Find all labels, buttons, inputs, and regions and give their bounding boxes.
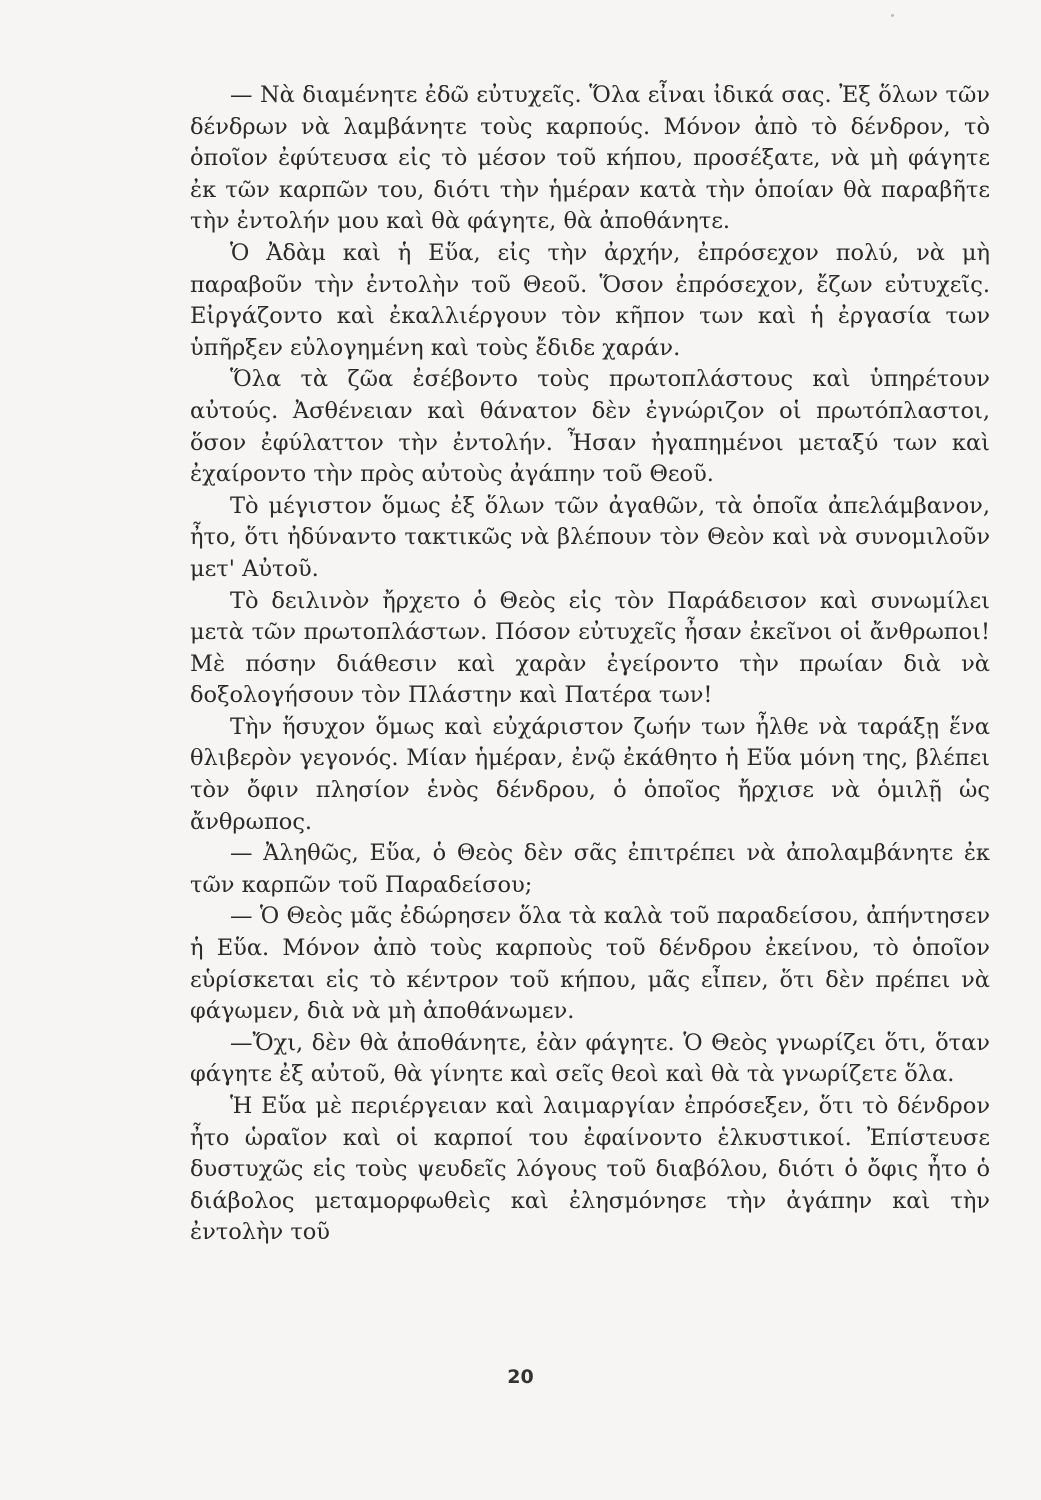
paragraph-5: Τὸ δειλινὸν ἤρχετο ὁ Θεὸς εἰς τὸν Παράδεισον καὶ συνωμίλει μετὰ τῶν πρωτοπλάστων. Πόσον εὐτυχεῖς ἦσαν ἐκεῖνοι οἱ ἄνθρωποι! Μὲ πόσην διάθεσιν καὶ χαρὰν ἐγείροντο τὴν πρωίαν διὰ νὰ δοξολογήσουν τὸν Πλάστην καὶ Πατέρα των! (190, 587, 990, 709)
paper-speck (891, 14, 894, 17)
paragraph-10: Ἡ Εὕα μὲ περιέργειαν καὶ λαιμαργίαν ἐπρόσεξεν, ὅτι τὸ δένδρον ἦτο ὡραῖον καὶ οἱ καρποί του ἐφαίνοντο ἑλκυστικοί. Ἐπίστευσε δυστυχῶς εἰς τοὺς ψευδεῖς λόγους τοῦ διαβόλου, διότι ὁ ὄφις ἦτο ὁ διάβολος μεταμορφωθεὶς καὶ ἐλησμόνησε τὴν ἀγάπην καὶ τὴν ἐντολὴν τοῦ (190, 1093, 990, 1246)
paragraph-6: Τὴν ἥσυχον ὅμως καὶ εὐχάριστον ζωήν των ἦλθε νὰ ταράξῃ ἕνα θλιβερὸν γεγονός. Μίαν ἡμέραν, ἐνῷ ἐκάθητο ἡ Εὕα μόνη της, βλέπει τὸν ὄφιν πλησίον ἑνὸς δένδρου, ὁ ὁποῖος ἤρχισε νὰ ὁμιλῇ ὡς ἄνθρωπος. (190, 713, 990, 835)
paragraph-4: Τὸ μέγιστον ὅμως ἐξ ὅλων τῶν ἀγαθῶν, τὰ ὁποῖα ἀπελάμβανον, ἦτο, ὅτι ἠδύναντο τακτικῶς νὰ βλέπουν τὸν Θεὸν καὶ νὰ συνομιλοῦν μετ' Αὐτοῦ. (190, 492, 990, 582)
body-text (190, 80, 990, 1249)
paragraph-7: — Ἀληθῶς, Εὕα, ὁ Θεὸς δὲν σᾶς ἐπιτρέπει νὰ ἀπολαμβάνητε ἐκ τῶν καρπῶν τοῦ Παραδείσου; (190, 840, 990, 898)
paragraph-3: Ὅλα τὰ ζῶα ἐσέβοντο τοὺς πρωτοπλάστους καὶ ὑπηρέτουν αὐτούς. Ἀσθένειαν καὶ θάνατον δὲν ἐγνώριζον οἱ πρωτόπλαστοι, ὅσον ἐφύλαττον τὴν ἐντολήν. Ἦσαν ἠγαπημένοι μεταξύ των καὶ ἐχαίροντο τὴν πρὸς αὐτοὺς ἀγάπην τοῦ Θεοῦ. (190, 366, 990, 488)
paragraph-9: —Ὄχι, δὲν θὰ ἀποθάνητε, ἐὰν φάγητε. Ὁ Θεὸς γνωρίζει ὅτι, ὅταν φάγητε ἐξ αὐτοῦ, θὰ γίνητε καὶ σεῖς θεοὶ καὶ θὰ τὰ γνωρίζετε ὅλα. (190, 1029, 990, 1088)
paragraph-2: Ὁ Ἀδὰμ καὶ ἡ Εὕα, εἰς τὴν ἀρχήν, ἐπρόσεχον πολύ, νὰ μὴ παραβοῦν τὴν ἐντολὴν τοῦ Θεοῦ. Ὅσον ἐπρόσεχον, ἔζων εὐτυχεῖς. Εἰργάζοντο καὶ ἐκαλλιέργουν τὸν κῆπον των καὶ ἡ ἐργασία των ὑπῆρξεν εὐλογημένη καὶ τοὺς ἔδιδε χαράν. (190, 239, 990, 361)
paragraph-1: — Νὰ διαμένητε ἐδῶ εὐτυχεῖς. Ὅλα εἶναι ἰδικά σας. Ἐξ ὅλων τῶν δένδρων νὰ λαμβάνητε τοὺς καρπούς. Μόνον ἀπὸ τὸ δένδρον, τὸ ὁποῖον ἐφύτευσα εἰς τὸ μέσον τοῦ κήπου, προσέξατε, νὰ μὴ φάγητε ἐκ τῶν καρπῶν του, διότι τὴν ἡμέραν κατὰ τὴν ὁποίαν θὰ παραβῆτε τὴν ἐντολήν μου καὶ θὰ φάγητε, θὰ ἀποθάνητε. (190, 82, 990, 235)
paragraph-8: — Ὁ Θεὸς μᾶς ἐδώρησεν ὅλα τὰ καλὰ τοῦ παραδείσου, ἀπήντησεν ἡ Εὕα. Μόνον ἀπὸ τοὺς καρποὺς τοῦ δένδρου ἐκείνου, τὸ ὁποῖον εὑρίσκεται εἰς τὸ κέντρον τοῦ κήπου, μᾶς εἶπεν, ὅτι δὲν πρέπει νὰ φάγωμεν, διὰ νὰ μὴ ἀποθάνωμεν. (190, 903, 990, 1025)
page-number: 20 (507, 1366, 534, 1388)
